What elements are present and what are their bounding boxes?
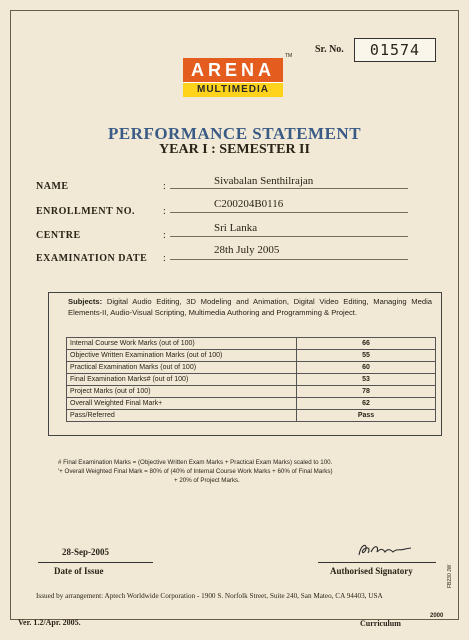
arena-logo: [183, 58, 283, 97]
mark-value: Pass: [357, 412, 375, 419]
field-label-centre: CENTRE: [36, 230, 81, 241]
mark-label: Project Marks (out of 100): [67, 386, 297, 397]
curriculum-year: 2000: [430, 613, 444, 619]
signatory-label: Authorised Signatory: [330, 566, 413, 576]
mark-value: 55: [362, 352, 370, 359]
field-underline: [170, 259, 408, 260]
field-label-name: NAME: [36, 181, 69, 192]
table-row: [67, 410, 435, 422]
table-row: [67, 374, 435, 386]
subjects-list: Digital Audio Editing, 3D Modeling and Animation, Digital Video Editing, Managing Media Elements-II, Audio-Visual Scripting, Multimedia Authoring and Programming & Project.: [68, 297, 432, 317]
logo-subtitle: MULTIMEDIA: [183, 82, 283, 97]
curriculum-label: Curriculum: [360, 619, 401, 628]
footnote-final-exam: # Final Examination Marks = (Objective Written Exam Marks + Practical Exam Marks) scaled to 100.: [58, 459, 333, 466]
mark-value: 66: [362, 340, 370, 347]
signature-image: [355, 540, 415, 560]
field-label-exam-date: EXAMINATION DATE: [36, 253, 148, 264]
issuer-line: Issued by arrangement: Aptech Worldwide Corporation - 1900 S. Norfolk Street, Suite 240, San Mateo, CA 94403, USA: [36, 592, 383, 600]
issue-date-underline: [38, 562, 153, 563]
marks-table: [66, 337, 436, 422]
mark-label: Objective Written Examination Marks (out of 100): [67, 350, 297, 361]
version-text: Ver. 1.2/Apr. 2005.: [18, 618, 81, 627]
mark-value: 53: [362, 376, 370, 383]
side-code: FB230 JW: [447, 564, 453, 588]
mark-label: Overall Weighted Final Mark+: [67, 398, 297, 409]
field-underline: [170, 236, 408, 237]
field-colon: :: [163, 230, 166, 241]
field-colon: :: [163, 253, 166, 264]
field-label-enrollment: ENROLLMENT NO.: [36, 206, 136, 217]
table-row: [67, 398, 435, 410]
serial-number: 01574: [354, 38, 436, 62]
field-value-exam-date: 28th July 2005: [214, 244, 280, 256]
mark-value: 60: [362, 364, 370, 371]
field-underline: [170, 212, 408, 213]
field-colon: :: [163, 181, 166, 192]
logo-wordmark: ARENA: [183, 58, 283, 82]
field-value-centre: Sri Lanka: [214, 222, 258, 234]
issue-date: 28-Sep-2005: [62, 547, 109, 557]
trademark-mark: TM: [285, 53, 293, 59]
table-row: [67, 386, 435, 398]
footnote-weighted: '+ Overall Weighted Final Mark = 80% of (40% of Internal Course Work Marks + 60% of Final Marks): [58, 468, 333, 475]
table-row: [67, 338, 435, 350]
field-value-name: Sivabalan Senthilrajan: [214, 175, 314, 187]
signatory-underline: [318, 562, 436, 563]
footnotes: [58, 458, 438, 485]
document-subtitle: YEAR I : SEMESTER II: [159, 142, 310, 157]
footnote-weighted-cont: + 20% of Project Marks.: [174, 477, 240, 484]
subjects-label: Subjects:: [68, 297, 103, 306]
issue-date-label: Date of Issue: [54, 566, 104, 576]
mark-label: Internal Course Work Marks (out of 100): [67, 338, 297, 349]
subjects-text: [68, 297, 432, 318]
table-row: [67, 350, 435, 362]
field-colon: :: [163, 206, 166, 217]
table-row: [67, 362, 435, 374]
mark-label: Practical Examination Marks (out of 100): [67, 362, 297, 373]
document-title: PERFORMANCE STATEMENT: [107, 124, 362, 143]
mark-label: Final Examination Marks# (out of 100): [67, 374, 297, 385]
mark-label: Pass/Referred: [67, 410, 297, 421]
mark-value: 78: [362, 388, 370, 395]
field-value-enrollment: C200204B0116: [214, 198, 284, 210]
mark-value: 62: [362, 400, 370, 407]
field-underline: [170, 188, 408, 189]
serial-label: Sr. No.: [315, 44, 344, 55]
